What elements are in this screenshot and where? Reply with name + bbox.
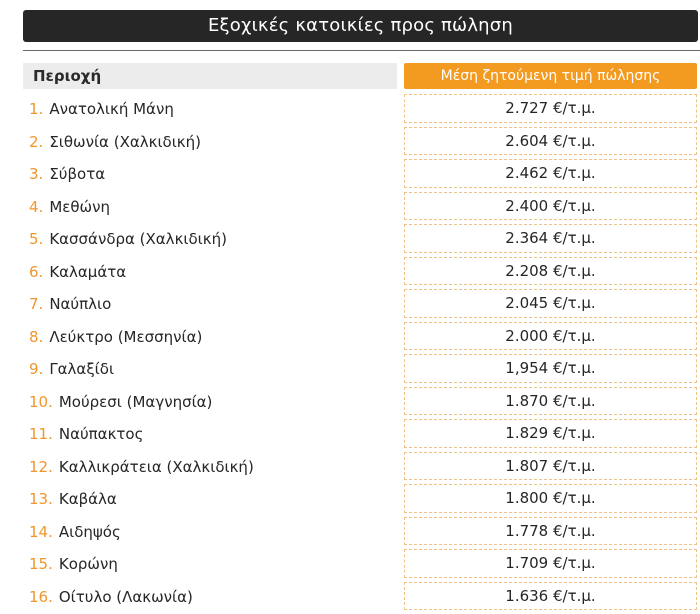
price-cell: 2.727 €/τ.μ.	[404, 94, 697, 123]
table-row	[23, 517, 700, 550]
table-row	[23, 452, 700, 485]
table-row	[23, 94, 700, 127]
price-cell: 2.208 €/τ.μ.	[404, 257, 697, 286]
table-body	[23, 94, 700, 614]
region-cell	[23, 484, 397, 517]
region-name: Αιδηψός	[59, 523, 121, 541]
price-cell: 2.462 €/τ.μ.	[404, 159, 697, 188]
table-row	[23, 582, 700, 614]
rank-number: 6.	[29, 263, 43, 281]
table-row	[23, 387, 700, 420]
region-cell	[23, 419, 397, 452]
region-name: Λεύκτρο (Μεσσηνία)	[49, 328, 202, 346]
rank-number: 13.	[29, 490, 53, 508]
region-name: Γαλαξίδι	[49, 360, 114, 378]
region-cell	[23, 549, 397, 582]
rank-number: 10.	[29, 393, 53, 411]
price-cell: 1.709 €/τ.μ.	[404, 549, 697, 578]
table-row	[23, 224, 700, 257]
rank-number: 16.	[29, 588, 53, 606]
table-row	[23, 549, 700, 582]
table-row	[23, 289, 700, 322]
region-name: Κορώνη	[59, 555, 118, 573]
region-name: Σύβοτα	[49, 165, 105, 183]
price-cell: 1.800 €/τ.μ.	[404, 484, 697, 513]
region-cell	[23, 127, 397, 160]
region-name: Σιθωνία (Χαλκιδική)	[49, 133, 201, 151]
table-row	[23, 192, 700, 225]
region-cell	[23, 224, 397, 257]
region-cell	[23, 387, 397, 420]
table-row	[23, 159, 700, 192]
table-row	[23, 484, 700, 517]
table-row	[23, 354, 700, 387]
price-cell: 1.778 €/τ.μ.	[404, 517, 697, 546]
price-cell: 2.364 €/τ.μ.	[404, 224, 697, 253]
price-cell: 2.604 €/τ.μ.	[404, 127, 697, 156]
price-cell: 1,954 €/τ.μ.	[404, 354, 697, 383]
column-header-price: Μέση ζητούμενη τιμή πώλησης	[404, 63, 697, 89]
price-cell: 1.636 €/τ.μ.	[404, 582, 697, 611]
rank-number: 11.	[29, 425, 53, 443]
region-name: Ναύπλιο	[49, 295, 111, 313]
rank-number: 5.	[29, 230, 43, 248]
region-name: Μούρεσι (Μαγνησία)	[59, 393, 213, 411]
price-cell: 1.870 €/τ.μ.	[404, 387, 697, 416]
region-cell	[23, 289, 397, 322]
region-cell	[23, 354, 397, 387]
rank-number: 8.	[29, 328, 43, 346]
rank-number: 12.	[29, 458, 53, 476]
region-name: Μεθώνη	[49, 198, 110, 216]
rank-number: 2.	[29, 133, 43, 151]
region-name: Οίτυλο (Λακωνία)	[59, 588, 193, 606]
rank-number: 9.	[29, 360, 43, 378]
table-row	[23, 322, 700, 355]
region-cell	[23, 94, 397, 127]
page-title: Εξοχικές κατοικίες προς πώληση	[23, 10, 698, 42]
region-name: Ανατολική Μάνη	[49, 100, 174, 118]
rank-number: 14.	[29, 523, 53, 541]
table-row	[23, 257, 700, 290]
price-cell: 1.829 €/τ.μ.	[404, 419, 697, 448]
region-name: Καλλικράτεια (Χαλκιδική)	[59, 458, 254, 476]
region-cell	[23, 582, 397, 614]
region-cell	[23, 159, 397, 192]
table-row	[23, 127, 700, 160]
rank-number: 3.	[29, 165, 43, 183]
region-cell	[23, 257, 397, 290]
region-cell	[23, 192, 397, 225]
divider	[23, 50, 700, 51]
region-name: Κασσάνδρα (Χαλκιδική)	[49, 230, 227, 248]
region-cell	[23, 322, 397, 355]
price-cell: 2.045 €/τ.μ.	[404, 289, 697, 318]
column-header-region: Περιοχή	[23, 63, 397, 89]
region-name: Καλαμάτα	[49, 263, 126, 281]
rank-number: 7.	[29, 295, 43, 313]
price-cell: 2.400 €/τ.μ.	[404, 192, 697, 221]
rank-number: 4.	[29, 198, 43, 216]
region-name: Καβάλα	[59, 490, 117, 508]
price-cell: 1.807 €/τ.μ.	[404, 452, 697, 481]
price-cell: 2.000 €/τ.μ.	[404, 322, 697, 351]
table-row	[23, 419, 700, 452]
region-cell	[23, 517, 397, 550]
rank-number: 1.	[29, 100, 43, 118]
region-name: Ναύπακτος	[59, 425, 144, 443]
region-cell	[23, 452, 397, 485]
rank-number: 15.	[29, 555, 53, 573]
